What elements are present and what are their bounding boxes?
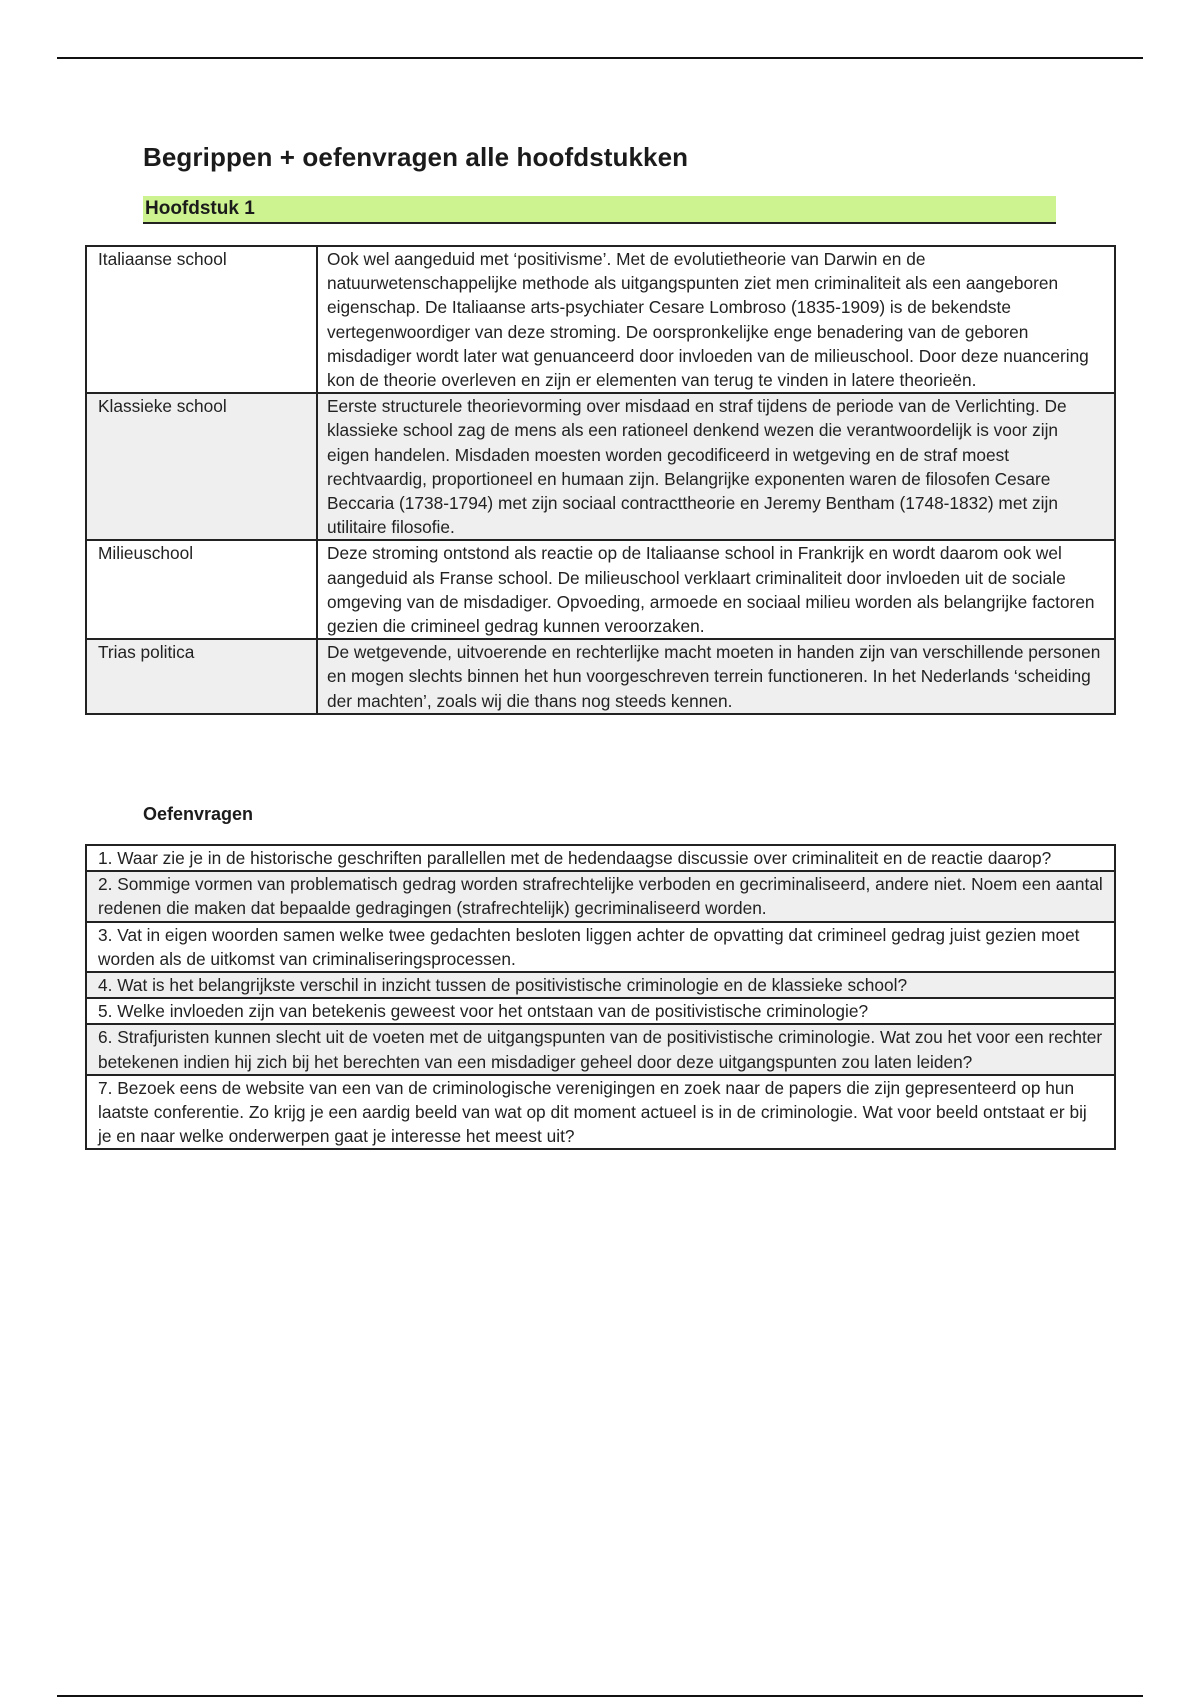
terms-table xyxy=(85,245,1116,715)
question-row xyxy=(86,845,1115,871)
exercises-heading: Oefenvragen xyxy=(143,804,254,824)
question-row xyxy=(86,1024,1115,1074)
question-row xyxy=(86,998,1115,1024)
question-text: 3. Vat in eigen woorden samen welke twee gedachten besloten liggen achter de opvatting dat crimineel gedrag juist gezien moet worden als de uitkomst van criminaliseringsprocessen. xyxy=(86,922,1115,972)
question-row xyxy=(86,972,1115,998)
term-name: Italiaanse school xyxy=(86,246,317,393)
question-row xyxy=(86,871,1115,921)
question-row xyxy=(86,922,1115,972)
question-text: 4. Wat is het belangrijkste verschil in inzicht tussen de positivistische criminologie en de klassieke school? xyxy=(86,972,1115,998)
question-text: 6. Strafjuristen kunnen slecht uit de voeten met de uitgangspunten van de positivistische criminologie. Wat zou het voor een rechter betekenen indien hij zich bij het berechten van een misdadiger geheel door deze uitgangspunten zou laten leiden? xyxy=(86,1024,1115,1074)
question-text: 1. Waar zie je in de historische geschriften parallellen met de hedendaagse discussie over criminaliteit en de reactie daarop? xyxy=(86,845,1115,871)
term-row xyxy=(86,540,1115,639)
term-definition: De wetgevende, uitvoerende en rechterlijke macht moeten in handen zijn van verschillende personen en mogen slechts binnen het hun voorgeschreven terrein functioneren. In het Nederlands ‘scheiding der machten’, zoals wij die thans nog steeds kennen. xyxy=(317,639,1115,714)
questions-table xyxy=(85,844,1116,1150)
question-text: 7. Bezoek eens de website van een van de criminologische verenigingen en zoek naar de papers die zijn gepresenteerd op hun laatste conferentie. Zo krijg je een aardig beeld van wat op dit moment actueel is in de criminologie. Wat voor beeld ontstaat er bij je en naar welke onderwerpen gaat je interesse het meest uit? xyxy=(86,1075,1115,1150)
term-row xyxy=(86,246,1115,393)
term-definition: Eerste structurele theorievorming over misdaad en straf tijdens de periode van de Verlichting. De klassieke school zag de mens als een rationeel denkend wezen die verantwoordelijk is voor zijn eigen handelen. Misdaden moesten worden gecodificeerd in wetgeving en de straf moest rechtvaardig, proportioneel en humaan zijn. Belangrijke exponenten waren de filosofen Cesare Beccaria (1738-1794) met zijn sociaal contracttheorie en Jeremy Bentham (1748-1832) met zijn utilitaire filosofie. xyxy=(317,393,1115,540)
term-row xyxy=(86,393,1115,540)
term-name: Klassieke school xyxy=(86,393,317,540)
term-name: Milieuschool xyxy=(86,540,317,639)
page-top-rule xyxy=(57,57,1143,59)
question-text: 5. Welke invloeden zijn van betekenis geweest voor het ontstaan van de positivistische criminologie? xyxy=(86,998,1115,1024)
term-definition: Deze stroming ontstond als reactie op de Italiaanse school in Frankrijk en wordt daarom ook wel aangeduid als Franse school. De milieuschool verklaart criminaliteit door invloeden uit de sociale omgeving van de misdadiger. Opvoeding, armoede en sociaal milieu worden als belangrijke factoren gezien die crimineel gedrag kunnen veroorzaken. xyxy=(317,540,1115,639)
term-definition: Ook wel aangeduid met ‘positivisme’. Met de evolutietheorie van Darwin en de natuurwetenschappelijke methode als uitgangspunten ziet men criminaliteit als een aangeboren eigenschap. De Italiaanse arts-psychiater Cesare Lombroso (1835-1909) is de bekendste vertegenwoordiger van deze stroming. De oorspronkelijke enge benadering van de geboren misdadiger wordt later wat genuanceerd door invloeden van de milieuschool. Door deze nuancering kon de theorie overleven en zijn er elementen van terug te vinden in latere theorieën. xyxy=(317,246,1115,393)
question-text: 2. Sommige vormen van problematisch gedrag worden strafrechtelijke verboden en gecriminaliseerd, andere niet. Noem een aantal redenen die maken dat bepaalde gedragingen (strafrechtelijk) gecriminaliseerd worden. xyxy=(86,871,1115,921)
term-name: Trias politica xyxy=(86,639,317,714)
term-row xyxy=(86,639,1115,714)
question-row xyxy=(86,1075,1115,1150)
document-title: Begrippen + oefenvragen alle hoofdstukken xyxy=(143,142,689,172)
page-bottom-rule xyxy=(57,1695,1143,1697)
chapter-heading: Hoofdstuk 1 xyxy=(143,196,1056,224)
